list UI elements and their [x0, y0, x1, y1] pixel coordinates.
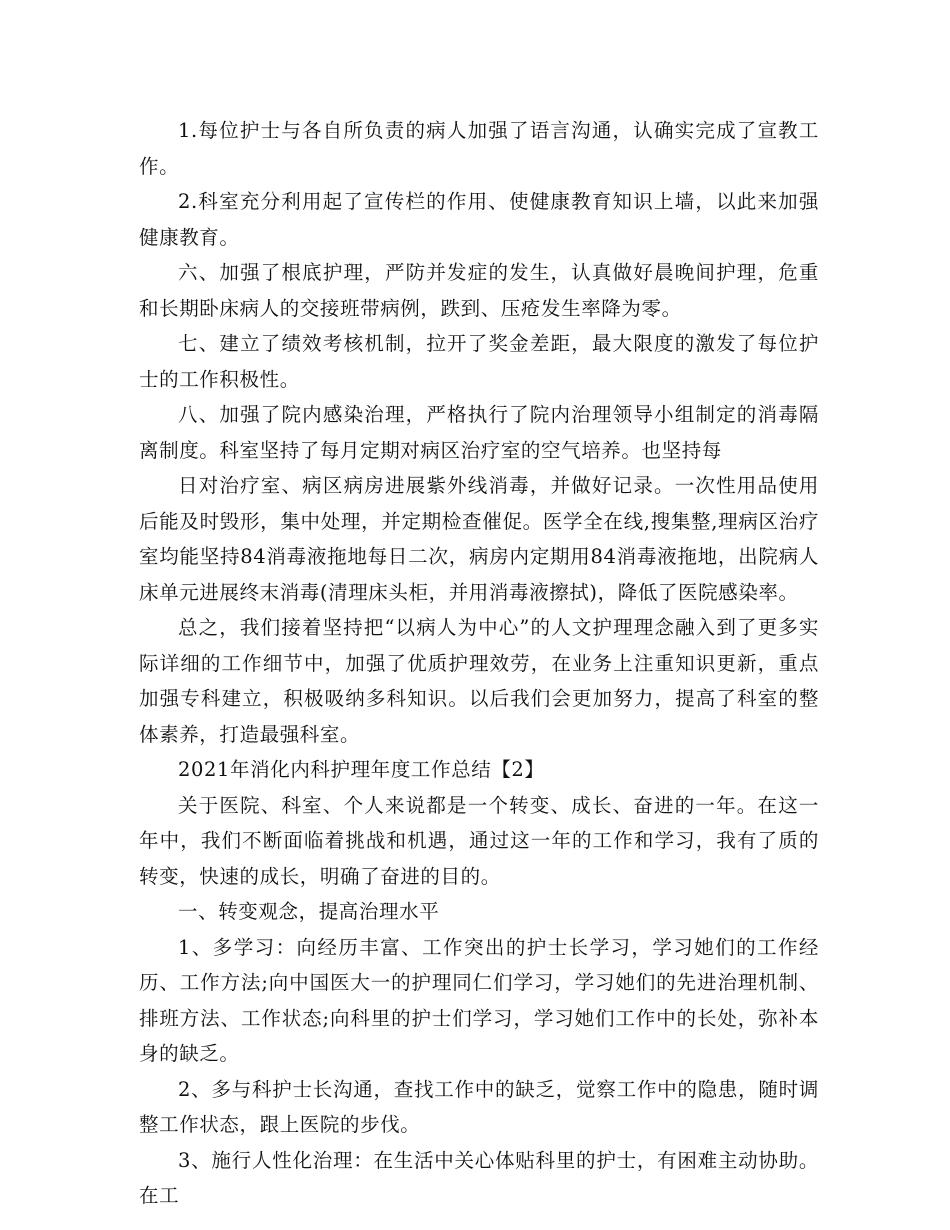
paragraph-5: 八、加强了院内感染治理，严格执行了院内治理领导小组制定的消毒隔离制度。科室坚持了每月定期对病区治疗室的空气培养。也坚持每 — [139, 403, 819, 462]
paragraph-11: 1、多学习：向经历丰富、工作突出的护士长学习，学习她们的工作经历、工作方法;向中国医大一的护理同仁们学习，学习她们的先进治理机制、排班方法、工作状态;向科里的护士们学习，学习她们工作中的长处，弥补本身的缺乏。 — [139, 935, 819, 1065]
paragraph-9: 关于医院、科室、个人来说都是一个转变、成长、奋进的一年。在这一年中，我们不断面临着挑战和机遇，通过这一年的工作和学习，我有了质的转变，快速的成长，明确了奋进的目的。 — [139, 793, 819, 888]
paragraph-12: 2、多与科护士长沟通，查找工作中的缺乏，觉察工作中的隐患，随时调整工作状态，跟上医院的步伐。 — [139, 1077, 819, 1136]
paragraph-13: 3、施行人性化治理：在生活中关心体贴科里的护士，有困难主动协助。在工 — [139, 1148, 819, 1207]
paragraph-7: 总之，我们接着坚持把“以病人为中心”的人文护理理念融入到了更多实际详细的工作细节中，加强了优质护理效劳，在业务上注重知识更新，重点加强专科建立，积极吸纳多科知识。以后我们会更加努力，提高了科室的整体素养，打造最强科室。 — [139, 616, 819, 746]
paragraph-1: 1.每位护士与各自所负责的病人加强了语言沟通，认确实完成了宣教工作。 — [139, 119, 819, 178]
paragraph-2: 2.科室充分利用起了宣传栏的作用、使健康教育知识上墙，以此来加强健康教育。 — [139, 190, 819, 249]
document-body — [139, 113, 819, 1214]
paragraph-4: 七、建立了绩效考核机制，拉开了奖金差距，最大限度的激发了每位护士的工作积极性。 — [139, 332, 819, 391]
paragraph-6: 日对治疗室、病区病房进展紫外线消毒，并做好记录。一次性用品使用后能及时毁形，集中处理，并定期检查催促。医学全在线,搜集整,理病区治疗室均能坚持84消毒液拖地每日二次，病房内定期用84消毒液拖地，出院病人床单元进展终末消毒(清理床头柜，并用消毒液擦拭)，降低了医院感染率。 — [139, 474, 819, 604]
subheading-1: 一、转变观念，提高治理水平 — [178, 900, 440, 923]
section-heading-2: 2021年消化内科护理年度工作总结【2】 — [178, 758, 545, 781]
paragraph-3: 六、加强了根底护理，严防并发症的发生，认真做好晨晚间护理，危重和长期卧床病人的交接班带病例，跌到、压疮发生率降为零。 — [139, 261, 819, 320]
